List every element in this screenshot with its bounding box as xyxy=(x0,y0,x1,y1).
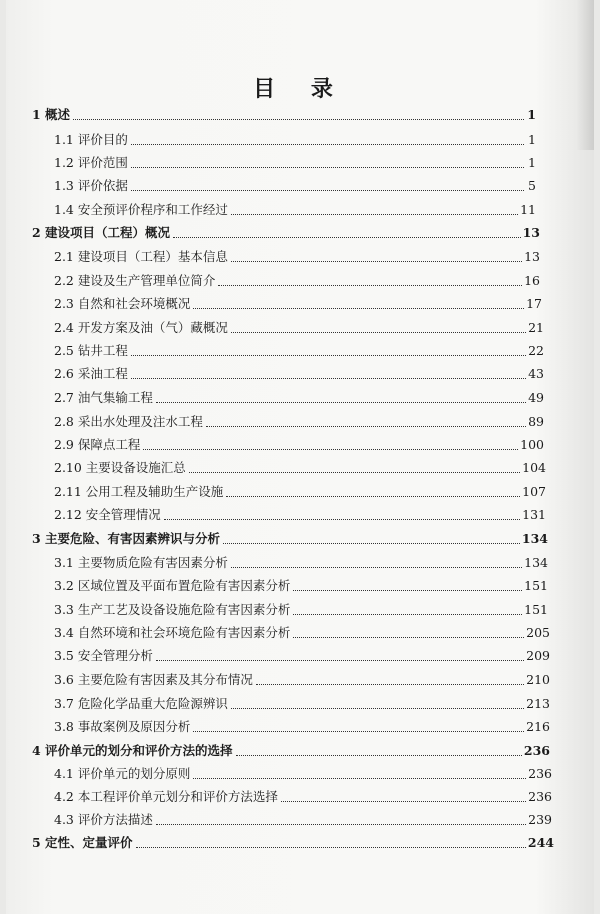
dot-leader xyxy=(226,496,520,497)
toc-entry-label: 3.7 危险化学品重大危险源辨识 xyxy=(54,696,228,711)
toc-entry-page-number: 239 xyxy=(528,812,552,827)
toc-entry[interactable] xyxy=(54,506,546,524)
toc-entry[interactable] xyxy=(54,718,550,736)
dot-leader xyxy=(193,731,524,732)
dot-leader xyxy=(156,402,526,403)
dot-leader xyxy=(256,684,524,685)
toc-entry-page-number: 21 xyxy=(528,320,544,335)
toc-entry-label: 2.12 安全管理情况 xyxy=(54,507,161,522)
toc-entry-label: 2.4 开发方案及油（气）藏概况 xyxy=(54,320,228,335)
dot-leader xyxy=(156,824,526,825)
toc-entry-page-number: 244 xyxy=(527,835,554,850)
toc-entry-page-number: 1 xyxy=(528,155,536,170)
toc-entry[interactable] xyxy=(54,695,550,713)
dot-leader xyxy=(231,332,526,333)
toc-entry-label: 2.1 建设项目（工程）基本信息 xyxy=(54,249,228,264)
toc-entry-page-number: 151 xyxy=(524,602,548,617)
toc-entry-label: 4.1 评价单元的划分原则 xyxy=(54,766,191,781)
toc-entry[interactable] xyxy=(54,624,550,642)
toc-entry-page-number: 11 xyxy=(520,202,536,217)
toc-entry[interactable] xyxy=(54,248,540,266)
toc-entry-page-number: 16 xyxy=(524,273,540,288)
toc-entry-page-number: 151 xyxy=(524,578,548,593)
dot-leader xyxy=(218,285,522,286)
toc-entry[interactable] xyxy=(54,154,536,172)
toc-entry-label: 3.4 自然环境和社会环境危险有害因素分析 xyxy=(54,625,291,640)
dot-leader xyxy=(73,119,524,120)
toc-entry-label: 2.5 钻井工程 xyxy=(54,343,128,358)
toc-entry-label: 5 定性、定量评价 xyxy=(32,835,133,850)
toc-entry[interactable] xyxy=(32,106,536,124)
toc-entry[interactable] xyxy=(54,131,536,149)
dot-leader xyxy=(231,567,522,568)
toc-entry-page-number: 100 xyxy=(520,437,544,452)
toc-entry[interactable] xyxy=(54,459,546,477)
toc-entry[interactable] xyxy=(54,811,552,829)
toc-entry-label: 1 概述 xyxy=(32,107,71,122)
dot-leader xyxy=(281,801,526,802)
toc-entry-page-number: 43 xyxy=(528,366,544,381)
toc-entry-page-number: 104 xyxy=(522,460,546,475)
toc-entry-label: 1.2 评价范围 xyxy=(54,155,128,170)
dot-leader xyxy=(156,660,524,661)
document-page xyxy=(6,0,594,914)
toc-entry[interactable] xyxy=(54,319,544,337)
dot-leader xyxy=(131,378,526,379)
toc-entry-label: 2.6 采油工程 xyxy=(54,366,128,381)
toc-entry[interactable] xyxy=(54,788,552,806)
dot-leader xyxy=(231,214,518,215)
toc-entry[interactable] xyxy=(54,272,540,290)
dot-leader xyxy=(173,237,521,238)
toc-entry-label: 4.3 评价方法描述 xyxy=(54,812,153,827)
toc-entry-label: 3.3 生产工艺及设备设施危险有害因素分析 xyxy=(54,602,291,617)
toc-entry-page-number: 1 xyxy=(527,107,536,122)
toc-entry[interactable] xyxy=(54,295,542,313)
dot-leader xyxy=(223,543,520,544)
toc-entry-page-number: 236 xyxy=(528,789,552,804)
toc-entry[interactable] xyxy=(54,177,536,195)
toc-entry-page-number: 89 xyxy=(528,414,544,429)
toc-entry[interactable] xyxy=(54,671,550,689)
dot-leader xyxy=(293,590,522,591)
dot-leader xyxy=(136,847,526,848)
page-title: 目 录 xyxy=(253,76,347,102)
dot-leader xyxy=(164,519,520,520)
toc-entry-label: 3.6 主要危险有害因素及其分布情况 xyxy=(54,672,253,687)
dot-leader xyxy=(231,708,524,709)
toc-entry-label: 4 评价单元的划分和评价方法的选择 xyxy=(32,743,233,758)
toc-entry[interactable] xyxy=(54,436,544,454)
dot-leader xyxy=(131,355,526,356)
dot-leader xyxy=(143,449,518,450)
toc-entry-label: 2.7 油气集输工程 xyxy=(54,390,153,405)
toc-entry[interactable] xyxy=(54,389,544,407)
toc-entry-page-number: 134 xyxy=(521,531,548,546)
toc-entry[interactable] xyxy=(54,577,548,595)
toc-entry-label: 2.11 公用工程及辅助生产设施 xyxy=(54,484,224,499)
dot-leader xyxy=(193,308,524,309)
toc-entry[interactable] xyxy=(54,201,536,219)
dot-leader xyxy=(293,637,524,638)
toc-entry-label: 1.3 评价依据 xyxy=(54,178,128,193)
toc-entry-label: 1.1 评价目的 xyxy=(54,132,128,147)
dot-leader xyxy=(231,261,522,262)
toc-entry-page-number: 5 xyxy=(528,178,536,193)
toc-entry-page-number: 209 xyxy=(526,648,550,663)
toc-entry[interactable] xyxy=(32,742,550,760)
toc-entry-label: 3.8 事故案例及原因分析 xyxy=(54,719,191,734)
toc-entry[interactable] xyxy=(54,483,546,501)
dot-leader xyxy=(193,778,526,779)
toc-entry-label: 3.1 主要物质危险有害因素分析 xyxy=(54,555,228,570)
toc-entry-page-number: 236 xyxy=(528,766,552,781)
toc-entry[interactable] xyxy=(32,224,540,242)
toc-entry-page-number: 49 xyxy=(528,390,544,405)
dot-leader xyxy=(206,426,526,427)
toc-entry-label: 3.2 区域位置及平面布置危险有害因素分析 xyxy=(54,578,291,593)
toc-entry-page-number: 131 xyxy=(522,507,546,522)
toc-entry-label: 2.8 采出水处理及注水工程 xyxy=(54,414,203,429)
toc-entry-page-number: 236 xyxy=(523,743,550,758)
toc-entry[interactable] xyxy=(54,765,552,783)
dot-leader xyxy=(131,190,524,191)
toc-entry-page-number: 17 xyxy=(526,296,542,311)
dot-leader xyxy=(236,755,522,756)
toc-entry-label: 1.4 安全预评价程序和工作经过 xyxy=(54,202,228,217)
toc-entry-page-number: 134 xyxy=(524,555,548,570)
toc-entry[interactable] xyxy=(54,365,544,383)
toc-entry-label: 4.2 本工程评价单元划分和评价方法选择 xyxy=(54,789,278,804)
toc-entry[interactable] xyxy=(54,554,548,572)
toc-entry[interactable] xyxy=(54,647,550,665)
toc-entry[interactable] xyxy=(32,834,554,852)
toc-entry-label: 3.5 安全管理分析 xyxy=(54,648,153,663)
toc-entry-page-number: 213 xyxy=(526,696,550,711)
toc-entry-label: 2 建设项目（工程）概况 xyxy=(32,225,171,240)
toc-entry-label: 2.3 自然和社会环境概况 xyxy=(54,296,191,311)
toc-entry-label: 2.9 保障点工程 xyxy=(54,437,141,452)
dot-leader xyxy=(189,472,520,473)
toc-entry[interactable] xyxy=(32,530,548,548)
toc-entry-page-number: 22 xyxy=(528,343,544,358)
toc-entry[interactable] xyxy=(54,601,548,619)
toc-entry-page-number: 210 xyxy=(526,672,550,687)
dot-leader xyxy=(131,144,524,145)
toc-entry-page-number: 1 xyxy=(528,132,536,147)
dot-leader xyxy=(131,167,524,168)
dot-leader xyxy=(293,614,522,615)
toc-entry-label: 3 主要危险、有害因素辨识与分析 xyxy=(32,531,221,546)
toc-entry-label: 2.2 建设及生产管理单位简介 xyxy=(54,273,216,288)
toc-entry-page-number: 13 xyxy=(522,225,540,240)
toc-entry-page-number: 13 xyxy=(524,249,540,264)
toc-entry-page-number: 107 xyxy=(522,484,546,499)
toc-entry-page-number: 216 xyxy=(526,719,550,734)
toc-entry[interactable] xyxy=(54,342,544,360)
toc-entry-label: 2.10 主要设备设施汇总 xyxy=(54,460,186,475)
toc-entry[interactable] xyxy=(54,413,544,431)
toc-entry-page-number: 205 xyxy=(526,625,550,640)
